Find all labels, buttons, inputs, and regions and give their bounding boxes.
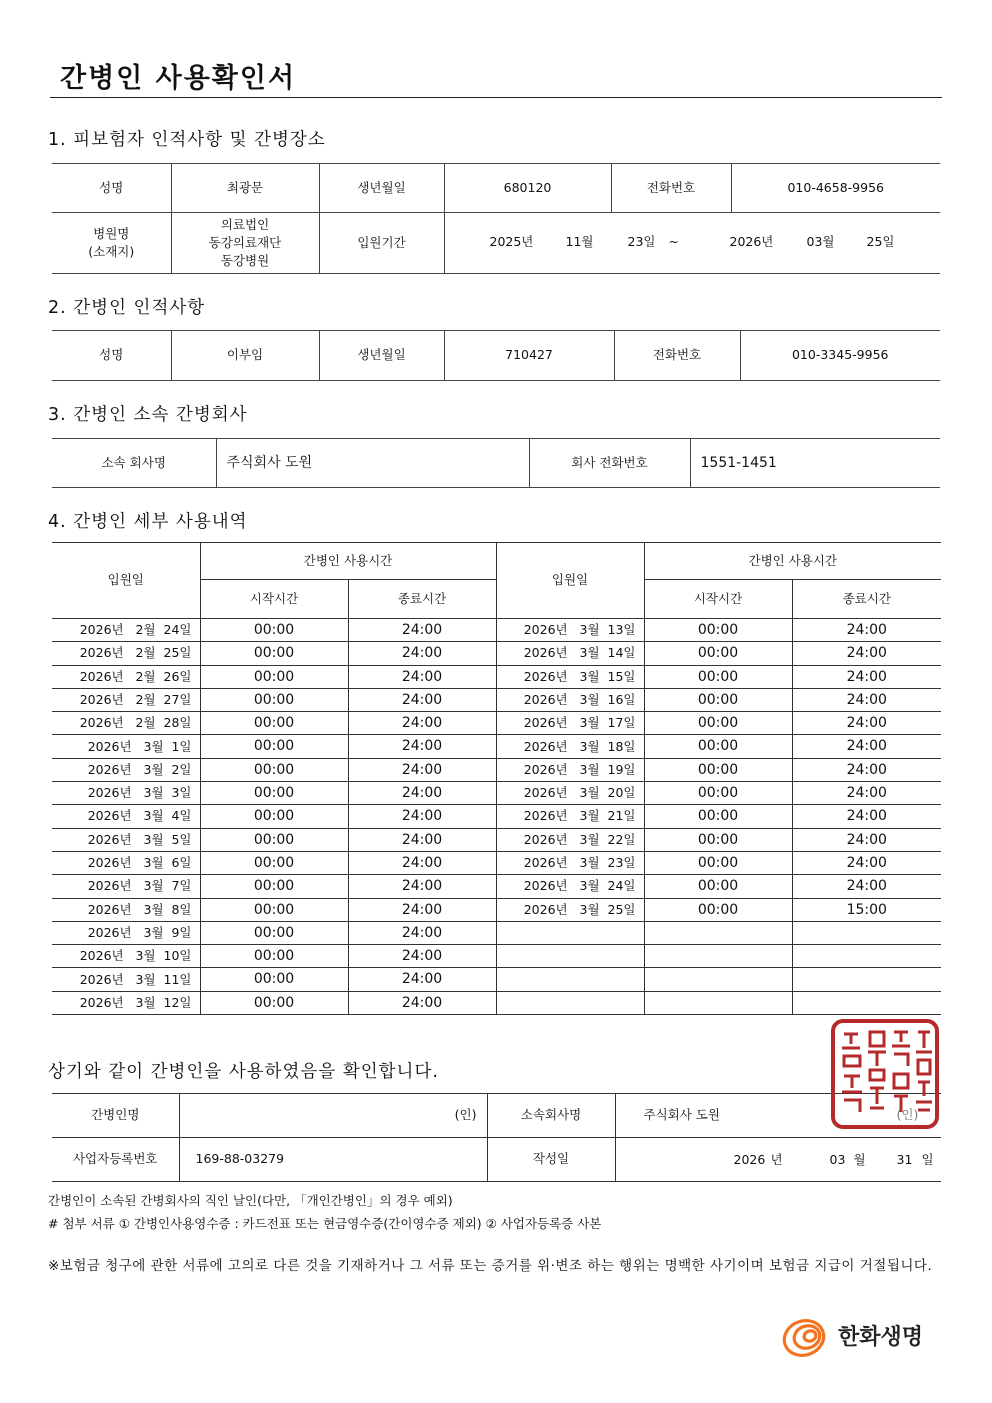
fraud-warning: ※보험금 청구에 관한 서류에 고의로 다른 것을 기재하거나 그 서류 또는 증거를 위·변조 하는 행위는 명백한 사기이며 보험금 지급이 거절됩니다. (48, 1258, 933, 1274)
usage-end-left: 24:00 (348, 665, 496, 688)
usage-date-left: 2026년 3월 8일 (52, 898, 200, 921)
hospital-label (52, 213, 171, 274)
usage-date-right: 2026년 3월 19일 (496, 758, 644, 781)
usage-date-right: 2026년 3월 25일 (496, 898, 644, 921)
usage-start-right: 00:00 (644, 758, 792, 781)
date-month: 03 (829, 1152, 846, 1167)
usage-end-right (792, 991, 941, 1014)
from-month: 11월 (565, 234, 594, 249)
usage-end-right: 24:00 (792, 875, 941, 898)
usage-row (52, 851, 941, 874)
usage-header-date-left: 입원일 (52, 543, 200, 619)
usage-date-right: 2026년 3월 22일 (496, 828, 644, 851)
usage-date-right: 2026년 3월 13일 (496, 619, 644, 642)
usage-date-right: 2026년 3월 18일 (496, 735, 644, 758)
usage-end-right: 24:00 (792, 758, 941, 781)
usage-end-left: 24:00 (348, 619, 496, 642)
usage-start-right: 00:00 (644, 898, 792, 921)
usage-start-left: 00:00 (200, 991, 348, 1014)
usage-start-left: 00:00 (200, 875, 348, 898)
page-title: 간병인 사용확인서 (60, 63, 297, 94)
usage-start-left: 00:00 (200, 805, 348, 828)
usage-start-right: 00:00 (644, 851, 792, 874)
biz-no-label: 사업자등록번호 (52, 1138, 179, 1182)
usage-end-left: 24:00 (348, 782, 496, 805)
usage-start-left: 00:00 (200, 688, 348, 711)
usage-end-left: 24:00 (348, 758, 496, 781)
title-divider (50, 97, 942, 98)
company-seal-stamp (830, 1018, 940, 1130)
usage-end-right: 24:00 (792, 828, 941, 851)
usage-date-left: 2026년 3월 9일 (52, 921, 200, 944)
usage-row (52, 619, 941, 642)
usage-end-right: 24:00 (792, 688, 941, 711)
usage-start-right: 00:00 (644, 805, 792, 828)
section-1-heading: 1. 피보험자 인적사항 및 간병장소 (48, 130, 326, 150)
usage-start-left: 00:00 (200, 898, 348, 921)
hospital-line-2: 동강의료재단 (208, 234, 282, 250)
usage-start-left: 00:00 (200, 851, 348, 874)
usage-date-right (496, 991, 644, 1014)
usage-end-left: 24:00 (348, 851, 496, 874)
hospital-line-3: 동강병원 (220, 253, 270, 269)
usage-start-left: 00:00 (200, 619, 348, 642)
usage-end-right: 24:00 (792, 642, 941, 665)
biz-no: 169-88-03279 (179, 1138, 487, 1182)
usage-date-right: 2026년 3월 24일 (496, 875, 644, 898)
usage-start-left: 00:00 (200, 758, 348, 781)
usage-date-left: 2026년 3월 2일 (52, 758, 200, 781)
admission-period (444, 213, 940, 274)
usage-end-right: 24:00 (792, 805, 941, 828)
date-month-unit: 월 (853, 1152, 866, 1167)
usage-row (52, 805, 941, 828)
usage-date-right (496, 945, 644, 968)
usage-start-right: 00:00 (644, 688, 792, 711)
usage-end-left: 24:00 (348, 712, 496, 735)
usage-header-end-left: 종료시간 (348, 580, 496, 619)
usage-date-left: 2026년 2월 24일 (52, 619, 200, 642)
to-month: 03월 (806, 234, 835, 249)
usage-date-left: 2026년 2월 25일 (52, 642, 200, 665)
usage-end-left: 24:00 (348, 898, 496, 921)
usage-row (52, 782, 941, 805)
period-tilde: ~ (668, 234, 679, 249)
usage-row (52, 921, 941, 944)
usage-date-right: 2026년 3월 23일 (496, 851, 644, 874)
company-sign-name: 주식회사 도원 (643, 1107, 720, 1122)
caregiver-birth: 710427 (444, 331, 614, 381)
usage-date-left: 2026년 3월 12일 (52, 991, 200, 1014)
usage-date-right: 2026년 3월 17일 (496, 712, 644, 735)
usage-start-right: 00:00 (644, 875, 792, 898)
confirm-statement: 상기와 같이 간병인을 사용하였음을 확인합니다. (48, 1062, 439, 1082)
usage-row (52, 665, 941, 688)
company-sign-label: 소속회사명 (487, 1094, 615, 1138)
usage-start-right: 00:00 (644, 712, 792, 735)
usage-end-left: 24:00 (348, 968, 496, 991)
caregiver-phone-label: 전화번호 (614, 331, 740, 381)
section-4-heading: 4. 간병인 세부 사용내역 (48, 512, 248, 532)
caregiver-name: 이부임 (171, 331, 319, 381)
usage-date-right: 2026년 3월 20일 (496, 782, 644, 805)
usage-header-group-right: 간병인 사용시간 (644, 543, 941, 580)
usage-date-right: 2026년 3월 15일 (496, 665, 644, 688)
usage-date-left: 2026년 2월 27일 (52, 688, 200, 711)
usage-header-end-right: 종료시간 (792, 580, 941, 619)
usage-end-left: 24:00 (348, 735, 496, 758)
usage-end-left: 24:00 (348, 688, 496, 711)
usage-end-right (792, 921, 941, 944)
usage-start-left: 00:00 (200, 968, 348, 991)
company-phone: 1551-1451 (690, 439, 940, 488)
date-day-unit: 일 (921, 1152, 934, 1167)
caregiver-info-table (52, 330, 940, 381)
date-year-unit: 년 (770, 1152, 783, 1167)
date-year: 2026 (733, 1152, 766, 1167)
usage-header-date-right: 입원일 (496, 543, 644, 619)
usage-start-right (644, 991, 792, 1014)
date-label: 작성일 (487, 1138, 615, 1182)
usage-end-left: 24:00 (348, 642, 496, 665)
company-name: 주식회사 도원 (216, 439, 529, 488)
usage-start-right: 00:00 (644, 782, 792, 805)
hospital-line-1: 의료법인 (220, 216, 270, 232)
usage-start-left: 00:00 (200, 712, 348, 735)
usage-date-right: 2026년 3월 21일 (496, 805, 644, 828)
usage-date-right: 2026년 3월 14일 (496, 642, 644, 665)
usage-start-left: 00:00 (200, 642, 348, 665)
usage-date-left: 2026년 3월 11일 (52, 968, 200, 991)
hospital-label-sub: (소재지) (88, 244, 135, 259)
usage-end-left: 24:00 (348, 991, 496, 1014)
company-info-table (52, 438, 940, 488)
caregiver-name-label: 성명 (52, 331, 171, 381)
section-3-heading: 3. 간병인 소속 간병회사 (48, 405, 248, 425)
caregiver-phone: 010-3345-9956 (740, 331, 940, 381)
to-year: 2026년 (729, 234, 774, 249)
usage-start-right: 00:00 (644, 619, 792, 642)
usage-row (52, 642, 941, 665)
usage-end-left: 24:00 (348, 875, 496, 898)
usage-header-start-right: 시작시간 (644, 580, 792, 619)
usage-row (52, 945, 941, 968)
caregiver-birth-label: 생년월일 (319, 331, 444, 381)
usage-end-right: 24:00 (792, 665, 941, 688)
usage-row (52, 688, 941, 711)
usage-start-left: 00:00 (200, 828, 348, 851)
usage-date-right (496, 968, 644, 991)
usage-start-left: 00:00 (200, 921, 348, 944)
usage-start-right: 00:00 (644, 735, 792, 758)
usage-row (52, 898, 941, 921)
usage-row (52, 968, 941, 991)
insured-birth: 680120 (444, 164, 611, 213)
usage-start-right: 00:00 (644, 665, 792, 688)
usage-start-right (644, 968, 792, 991)
usage-row (52, 712, 941, 735)
date-day: 31 (896, 1152, 913, 1167)
note-attachments: # 첨부 서류 ① 간병인사용영수증 : 카드전표 또는 현금영수증(간이영수증 제외) ② 사업자등록증 사본 (48, 1216, 602, 1231)
signature-table (52, 1093, 941, 1182)
usage-end-right: 24:00 (792, 712, 941, 735)
usage-end-left: 24:00 (348, 805, 496, 828)
hanwha-logo-icon (780, 1316, 832, 1358)
usage-start-left: 00:00 (200, 945, 348, 968)
usage-date-left: 2026년 3월 5일 (52, 828, 200, 851)
to-day: 25일 (866, 234, 895, 249)
brand-name: 한화생명 (838, 1325, 924, 1350)
usage-date-left: 2026년 3월 6일 (52, 851, 200, 874)
usage-end-left: 24:00 (348, 921, 496, 944)
usage-header-group-left: 간병인 사용시간 (200, 543, 496, 580)
usage-end-right: 24:00 (792, 851, 941, 874)
caregiver-sign-label: 간병인명 (52, 1094, 179, 1138)
usage-start-right (644, 945, 792, 968)
hospital-label-text: 병원명 (93, 225, 130, 241)
usage-start-right: 00:00 (644, 828, 792, 851)
usage-row (52, 735, 941, 758)
usage-end-right: 24:00 (792, 782, 941, 805)
from-year: 2025년 (489, 234, 534, 249)
usage-header-start-left: 시작시간 (200, 580, 348, 619)
usage-date-left: 2026년 3월 10일 (52, 945, 200, 968)
usage-end-right: 15:00 (792, 898, 941, 921)
usage-end-left: 24:00 (348, 945, 496, 968)
usage-row (52, 875, 941, 898)
usage-row (52, 991, 941, 1014)
insured-name: 최광문 (171, 164, 319, 213)
usage-end-right (792, 968, 941, 991)
company-phone-label: 회사 전화번호 (529, 439, 690, 488)
usage-end-right: 24:00 (792, 735, 941, 758)
insured-phone-label: 전화번호 (611, 164, 731, 213)
usage-date-left: 2026년 3월 3일 (52, 782, 200, 805)
usage-date-left: 2026년 2월 28일 (52, 712, 200, 735)
company-name-label: 소속 회사명 (52, 439, 216, 488)
usage-date-right (496, 921, 644, 944)
company-seal-mark: (인) (896, 1107, 919, 1122)
usage-date-right: 2026년 3월 16일 (496, 688, 644, 711)
caregiver-seal-mark: (인) (179, 1094, 487, 1138)
usage-row (52, 758, 941, 781)
usage-start-right: 00:00 (644, 642, 792, 665)
hospital-name (171, 213, 319, 274)
write-date (615, 1138, 941, 1182)
usage-date-left: 2026년 3월 1일 (52, 735, 200, 758)
insured-birth-label: 생년월일 (319, 164, 444, 213)
usage-end-right (792, 945, 941, 968)
usage-end-right: 24:00 (792, 619, 941, 642)
usage-row (52, 828, 941, 851)
section-2-heading: 2. 간병인 인적사항 (48, 298, 206, 318)
usage-start-left: 00:00 (200, 782, 348, 805)
note-seal: 간병인이 소속된 간병회사의 직인 날인(다만, 「개인간병인」의 경우 예외) (48, 1193, 453, 1208)
usage-start-right (644, 921, 792, 944)
usage-date-left: 2026년 3월 4일 (52, 805, 200, 828)
usage-start-left: 00:00 (200, 665, 348, 688)
period-label: 입원기간 (319, 213, 444, 274)
usage-date-left: 2026년 3월 7일 (52, 875, 200, 898)
usage-start-left: 00:00 (200, 735, 348, 758)
usage-table (52, 542, 941, 1015)
from-day: 23일 (627, 234, 656, 249)
usage-end-left: 24:00 (348, 828, 496, 851)
insured-info-table (52, 163, 940, 274)
insured-name-label: 성명 (52, 164, 171, 213)
insured-phone: 010-4658-9956 (731, 164, 940, 213)
usage-date-left: 2026년 2월 26일 (52, 665, 200, 688)
